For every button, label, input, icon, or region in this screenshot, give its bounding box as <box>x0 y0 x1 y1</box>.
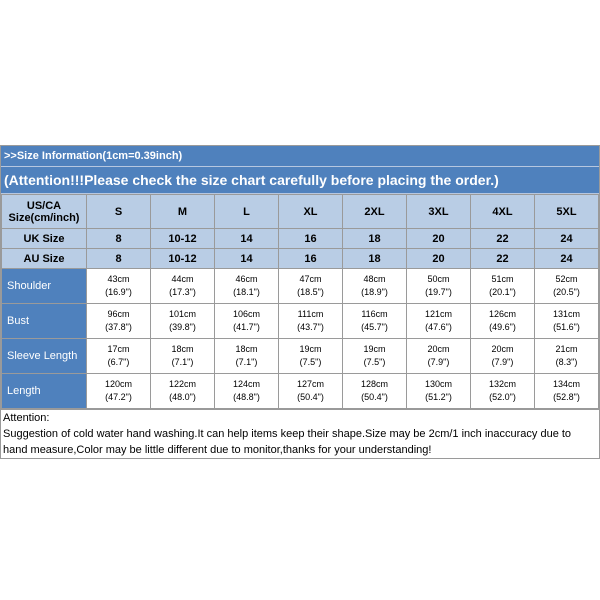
cm-value: 128cm <box>360 379 388 389</box>
notes-line-1: Suggestion of cold water hand washing.It can help items keep their shape.Size may be 2cm/1 inch inaccuracy due to <box>3 428 572 440</box>
cm-value: 130cm <box>424 379 452 389</box>
measure-cell <box>407 269 471 304</box>
measure-cell <box>215 269 279 304</box>
inch-value: (47.6") <box>425 322 452 332</box>
size-row <box>2 195 599 229</box>
cm-value: 43cm <box>107 274 130 284</box>
cm-value: 18cm <box>171 344 194 354</box>
size-table <box>1 194 599 409</box>
inch-value: (50.4") <box>297 392 324 402</box>
measure-row-label: Bust <box>2 304 87 339</box>
cm-value: 111cm <box>297 309 324 319</box>
measure-row <box>2 339 599 374</box>
cm-value: 134cm <box>552 379 580 389</box>
measure-cell <box>407 374 471 409</box>
measure-cell <box>87 269 151 304</box>
measure-cell <box>535 339 599 374</box>
size-cell: 10-12 <box>151 249 215 269</box>
inch-value: (16.9") <box>105 287 132 297</box>
inch-value: (47.2") <box>105 392 132 402</box>
size-row-label: AU Size <box>2 249 87 269</box>
size-cell: 2XL <box>343 195 407 229</box>
size-cell: M <box>151 195 215 229</box>
measure-cell <box>343 374 407 409</box>
cm-value: 106cm <box>232 309 260 319</box>
inch-value: (7.5") <box>299 357 322 367</box>
inch-value: (7.9") <box>427 357 450 367</box>
inch-value: (52.0") <box>489 392 516 402</box>
notes-title: Attention: <box>3 412 50 424</box>
measure-cell <box>407 304 471 339</box>
cm-value: 19cm <box>299 344 322 354</box>
measure-cell <box>279 269 343 304</box>
cm-value: 20cm <box>491 344 514 354</box>
inch-value: (52.8") <box>553 392 580 402</box>
attention-banner: (Attention!!!Please check the size chart carefully before placing the order.) <box>1 167 599 194</box>
measure-cell <box>215 374 279 409</box>
size-cell: 4XL <box>471 195 535 229</box>
cm-value: 21cm <box>555 344 578 354</box>
inch-value: (48.8") <box>233 392 260 402</box>
cm-value: 48cm <box>363 274 386 284</box>
measure-cell <box>407 339 471 374</box>
inch-value: (6.7") <box>107 357 130 367</box>
inch-value: (51.2") <box>425 392 452 402</box>
size-cell: L <box>215 195 279 229</box>
inch-value: (39.8") <box>169 322 196 332</box>
notes-section <box>1 409 599 458</box>
inch-value: (51.6") <box>553 322 580 332</box>
measure-cell <box>279 374 343 409</box>
inch-value: (49.6") <box>489 322 516 332</box>
measure-row-label: Shoulder <box>2 269 87 304</box>
measure-cell <box>343 339 407 374</box>
measure-cell <box>343 304 407 339</box>
size-cell: 20 <box>407 229 471 249</box>
inch-value: (20.1") <box>489 287 516 297</box>
inch-value: (17.3") <box>169 287 196 297</box>
inch-value: (20.5") <box>553 287 580 297</box>
measure-cell <box>535 269 599 304</box>
measure-cell <box>215 339 279 374</box>
size-cell: 8 <box>87 249 151 269</box>
measure-cell <box>151 339 215 374</box>
measure-row-label: Length <box>2 374 87 409</box>
cm-value: 46cm <box>235 274 258 284</box>
size-cell: 5XL <box>535 195 599 229</box>
inch-value: (45.7") <box>361 322 388 332</box>
size-row-label: US/CA Size(cm/inch) <box>2 195 87 229</box>
cm-value: 120cm <box>104 379 132 389</box>
cm-value: 126cm <box>488 309 516 319</box>
cm-value: 47cm <box>299 274 322 284</box>
measure-cell <box>87 339 151 374</box>
size-cell: 18 <box>343 249 407 269</box>
inch-value: (7.9") <box>491 357 514 367</box>
cm-value: 132cm <box>488 379 516 389</box>
size-header-rows <box>2 195 599 269</box>
size-cell: 8 <box>87 229 151 249</box>
measure-cell <box>215 304 279 339</box>
inch-value: (37.8") <box>105 322 132 332</box>
size-cell: 14 <box>215 229 279 249</box>
measure-cell <box>535 374 599 409</box>
size-chart <box>0 145 600 459</box>
measure-cell <box>87 304 151 339</box>
size-cell: S <box>87 195 151 229</box>
cm-value: 50cm <box>427 274 450 284</box>
measure-cell <box>471 269 535 304</box>
cm-value: 121cm <box>424 309 452 319</box>
measure-cell <box>151 374 215 409</box>
cm-value: 96cm <box>107 309 130 319</box>
size-cell: XL <box>279 195 343 229</box>
inch-value: (48.0") <box>169 392 196 402</box>
measure-row-label: Sleeve Length <box>2 339 87 374</box>
cm-value: 20cm <box>427 344 450 354</box>
inch-value: (7.1") <box>235 357 258 367</box>
measurement-rows <box>2 269 599 409</box>
inch-value: (50.4") <box>361 392 388 402</box>
measure-cell <box>279 304 343 339</box>
inch-value: (41.7") <box>233 322 260 332</box>
inch-value: (7.5") <box>363 357 386 367</box>
size-row <box>2 229 599 249</box>
measure-cell <box>471 339 535 374</box>
cm-value: 127cm <box>296 379 324 389</box>
cm-value: 101cm <box>168 309 196 319</box>
cm-value: 19cm <box>363 344 386 354</box>
cm-value: 51cm <box>491 274 514 284</box>
size-info-header: >>Size Information(1cm=0.39inch) <box>1 146 599 167</box>
cm-value: 18cm <box>235 344 258 354</box>
notes-line-2: hand measure,Color may be little different due to monitor,thanks for your understanding! <box>3 444 432 456</box>
size-cell: 14 <box>215 249 279 269</box>
cm-value: 131cm <box>552 309 580 319</box>
inch-value: (18.5") <box>297 287 324 297</box>
inch-value: (18.1") <box>233 287 260 297</box>
measure-row <box>2 269 599 304</box>
measure-cell <box>151 269 215 304</box>
measure-cell <box>279 339 343 374</box>
measure-row <box>2 304 599 339</box>
measure-cell <box>471 374 535 409</box>
size-cell: 16 <box>279 229 343 249</box>
size-row-label: UK Size <box>2 229 87 249</box>
size-cell: 24 <box>535 229 599 249</box>
size-cell: 18 <box>343 229 407 249</box>
size-cell: 16 <box>279 249 343 269</box>
measure-cell <box>535 304 599 339</box>
cm-value: 52cm <box>555 274 578 284</box>
inch-value: (43.7") <box>297 322 324 332</box>
size-cell: 10-12 <box>151 229 215 249</box>
inch-value: (18.9") <box>361 287 388 297</box>
cm-value: 116cm <box>361 309 388 319</box>
size-cell: 3XL <box>407 195 471 229</box>
cm-value: 122cm <box>168 379 196 389</box>
inch-value: (8.3") <box>555 357 578 367</box>
measure-cell <box>151 304 215 339</box>
size-row <box>2 249 599 269</box>
size-cell: 22 <box>471 249 535 269</box>
size-cell: 22 <box>471 229 535 249</box>
inch-value: (7.1") <box>171 357 194 367</box>
size-cell: 20 <box>407 249 471 269</box>
cm-value: 44cm <box>171 274 194 284</box>
inch-value: (19.7") <box>425 287 452 297</box>
cm-value: 124cm <box>232 379 260 389</box>
measure-cell <box>87 374 151 409</box>
size-cell: 24 <box>535 249 599 269</box>
measure-cell <box>343 269 407 304</box>
measure-row <box>2 374 599 409</box>
measure-cell <box>471 304 535 339</box>
cm-value: 17cm <box>107 344 130 354</box>
